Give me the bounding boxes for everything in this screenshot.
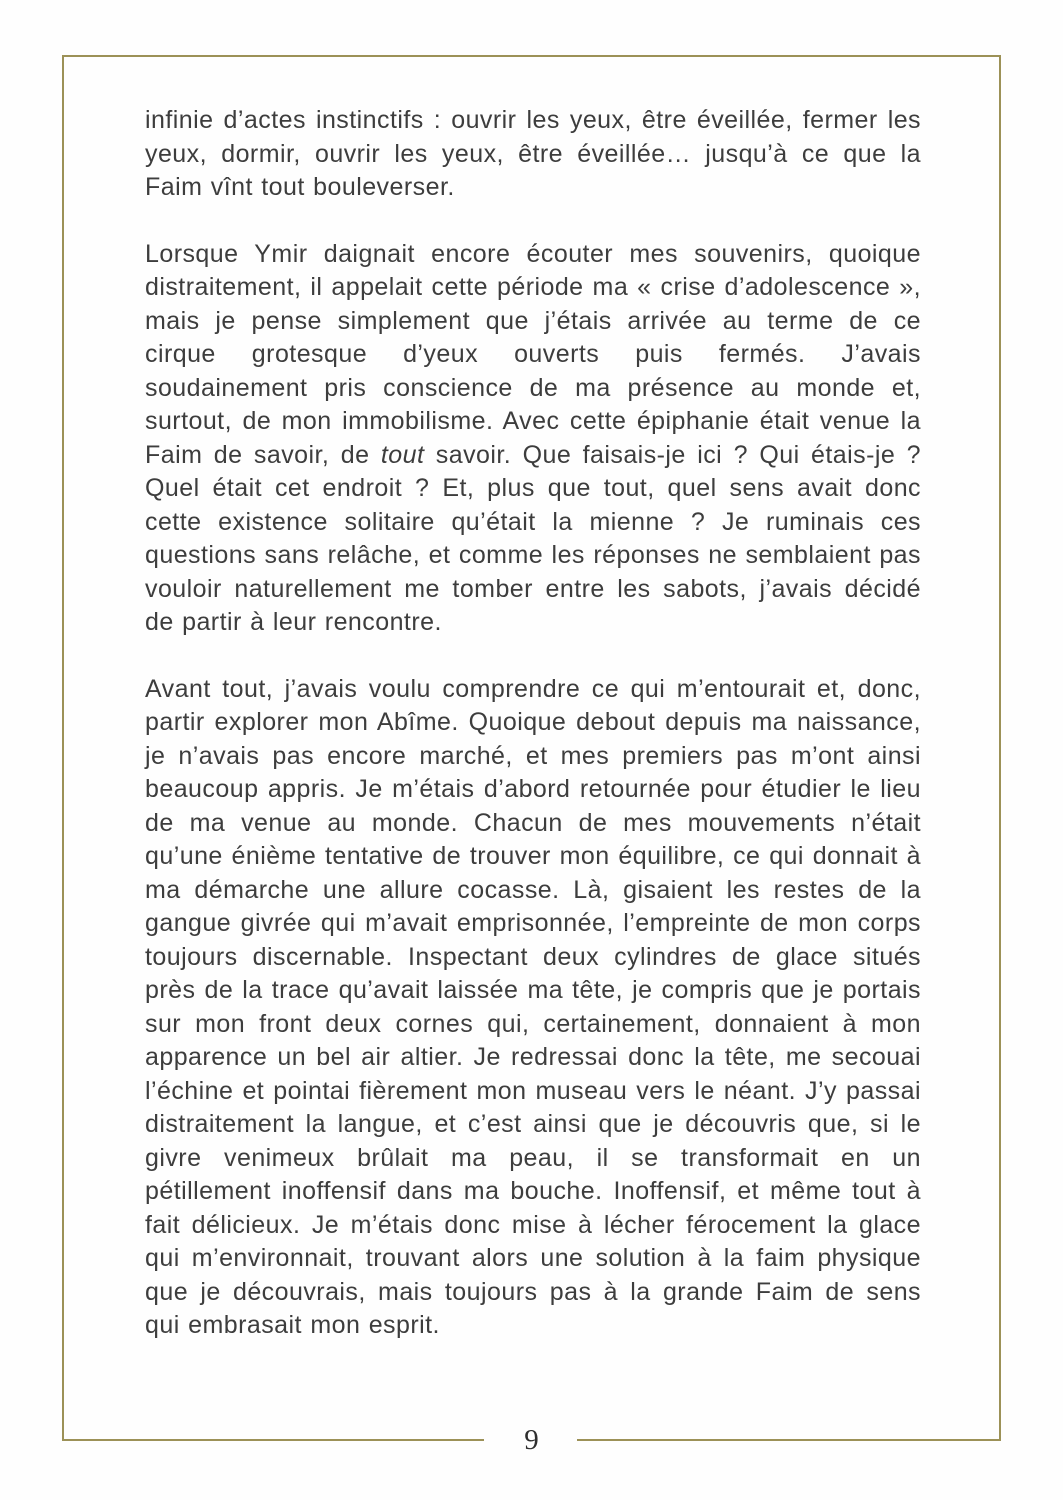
italic-text-segment: tout: [380, 440, 425, 469]
page-number: 9: [524, 1424, 539, 1456]
paragraph: [145, 673, 921, 1343]
text-segment: Lorsque Ymir daignait encore écouter mes souvenirs, quoique distraitement, il appelait cette période ma « crise d’adolescence », mais je pense simplement que j’étais arrivée au terme de ce cirque grotesque d’yeux ouverts puis fermés. J’avais soudainement pris conscience de ma présence au monde et, surtout, de mon immobilisme. Avec cette épiphanie était venue la Faim de savoir, de: [145, 239, 921, 469]
paragraph: [145, 104, 921, 205]
body-text: [145, 104, 921, 1376]
text-segment: Avant tout, j’avais voulu comprendre ce qui m’entourait et, donc, partir explorer mon Abîme. Quoique debout depuis ma naissance, je n’avais pas encore marché, et mes premiers pas m’ont ainsi beaucoup appris. Je m’étais d’abord retournée pour étudier le lieu de ma venue au monde. Chacun de mes mouvements n’était qu’une énième tentative de trouver mon équilibre, ce qui donnait à ma démarche une allure cocasse. Là, gisaient les restes de la gangue givrée qui m’avait emprisonnée, l’empreinte de mon corps toujours discernable. Inspectant deux cylindres de glace situés près de la trace qu’avait laissée ma tête, je compris que je portais sur mon front deux cornes qui, certainement, donnaient à mon apparence un bel air altier. Je redressai donc la tête, me secouai l’échine et pointai fièrement mon museau vers le néant. J’y passai distraitement la langue, et c’est ainsi que je découvris que, si le givre venimeux brûlait ma peau, il se transformait en un pétillement inoffensif dans ma bouche. Inoffensif, et même tout à fait délicieux. Je m’étais donc mise à lécher férocement la glace qui m’environnait, trouvant alors une solution à la faim physique que je découvrais, mais toujours pas à la grande Faim de sens qui embrasait mon esprit.: [145, 674, 921, 1339]
paragraph: [145, 238, 921, 640]
text-segment: savoir. Que faisais-je ici ? Qui étais-je ? Quel était cet endroit ? Et, plus que tout, quel sens avait donc cette existence solitaire qu’était la mienne ? Je ruminais ces questions sans relâche, et comme les réponses ne semblaient pas vouloir naturellement me tomber entre les sabots, j’avais décidé de partir à leur rencontre.: [145, 440, 921, 636]
text-segment: infinie d’actes instinctifs : ouvrir les yeux, être éveillée, fermer les yeux, dormir, ouvrir les yeux, être éveillée… jusqu’à ce que la Faim vînt tout bouleverser.: [145, 106, 921, 201]
